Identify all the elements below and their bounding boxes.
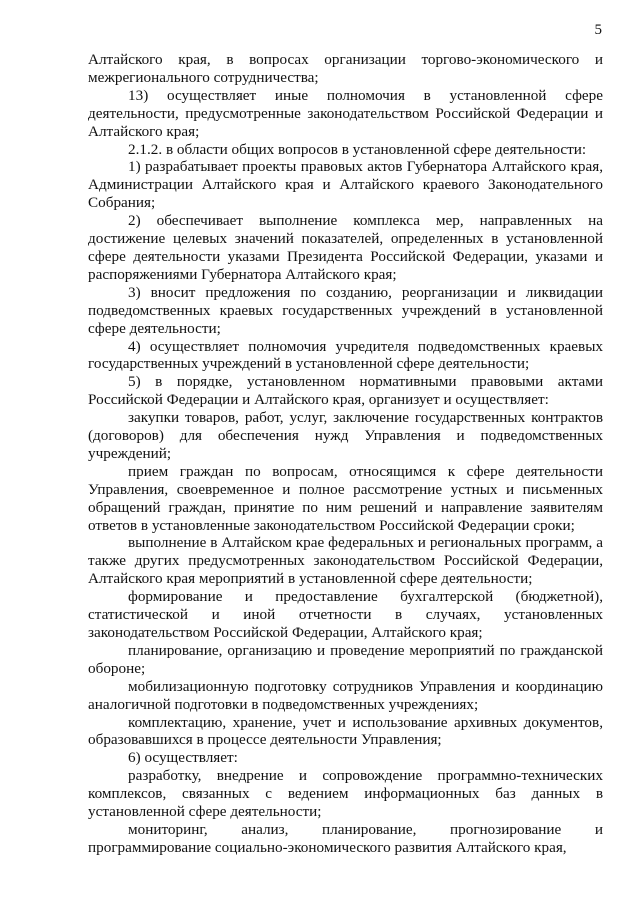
paragraph: 2) обеспечивает выполнение комплекса мер, направленных на достижение целевых значений показателей, определенных в установленной сфере деятельности указами Президента Российской Федерации, указами и распоряжениями Губернатора Алтайского края; xyxy=(88,212,603,283)
paragraph: 13) осуществляет иные полномочия в установленной сфере деятельности, предусмотренные законодательством Российской Федерации и Алтайского края; xyxy=(88,86,603,140)
paragraph: 3) вносит предложения по созданию, реорганизации и ликвидации подведомственных краевых государственных учреждений в установленной сфере деятельности; xyxy=(88,283,603,337)
document-body xyxy=(88,51,603,857)
paragraph: комплектацию, хранение, учет и использование архивных документов, образовавшихся в процессе деятельности Управления; xyxy=(88,713,603,749)
paragraph: выполнение в Алтайском крае федеральных и региональных программ, а также других предусмотренных законодательством Российской Федерации, Алтайского края мероприятий в установленной сфере деятельности; xyxy=(88,534,603,588)
paragraph: 5) в порядке, установленном нормативными правовыми актами Российской Федерации и Алтайского края, организует и осуществляет: xyxy=(88,373,603,409)
paragraph: разработку, внедрение и сопровождение программно-технических комплексов, связанных с ведением информационных баз данных в установленной сфере деятельности; xyxy=(88,767,603,821)
paragraph: 1) разрабатывает проекты правовых актов Губернатора Алтайского края, Администрации Алтайского края и Алтайского краевого Законодательного Собрания; xyxy=(88,158,603,212)
page-number: 5 xyxy=(594,22,602,38)
paragraph: формирование и предоставление бухгалтерской (бюджетной), статистической и иной отчетности в случаях, установленных законодательством Российской Федерации, Алтайского края; xyxy=(88,588,603,641)
paragraph: мониторинг, анализ, планирование, прогнозирование и программирование социально-экономического развития Алтайского края, xyxy=(88,820,603,856)
paragraph: Алтайского края, в вопросах организации торгово-экономического и межрегионального сотрудничества; xyxy=(88,51,603,86)
paragraph: планирование, организацию и проведение мероприятий по гражданской обороне; xyxy=(88,641,603,677)
paragraph: мобилизационную подготовку сотрудников Управления и координацию аналогичной подготовки в подведомственных учреждениях; xyxy=(88,677,603,713)
paragraph: прием граждан по вопросам, относящимся к сфере деятельности Управления, своевременное и полное рассмотрение устных и письменных обращений граждан, принятие по ним решений и направление заявителям ответов в установленные законодательством Российской Федерации сроки; xyxy=(88,462,603,534)
paragraph: 4) осуществляет полномочия учредителя подведомственных краевых государственных учреждений в установленной сфере деятельности; xyxy=(88,337,603,373)
paragraph: закупки товаров, работ, услуг, заключение государственных контрактов (договоров) для обеспечения нужд Управления и подведомственных учреждений; xyxy=(88,409,603,462)
paragraph: 6) осуществляет: xyxy=(128,749,238,767)
paragraph: 2.1.2. в области общих вопросов в установленной сфере деятельности: xyxy=(128,140,587,158)
